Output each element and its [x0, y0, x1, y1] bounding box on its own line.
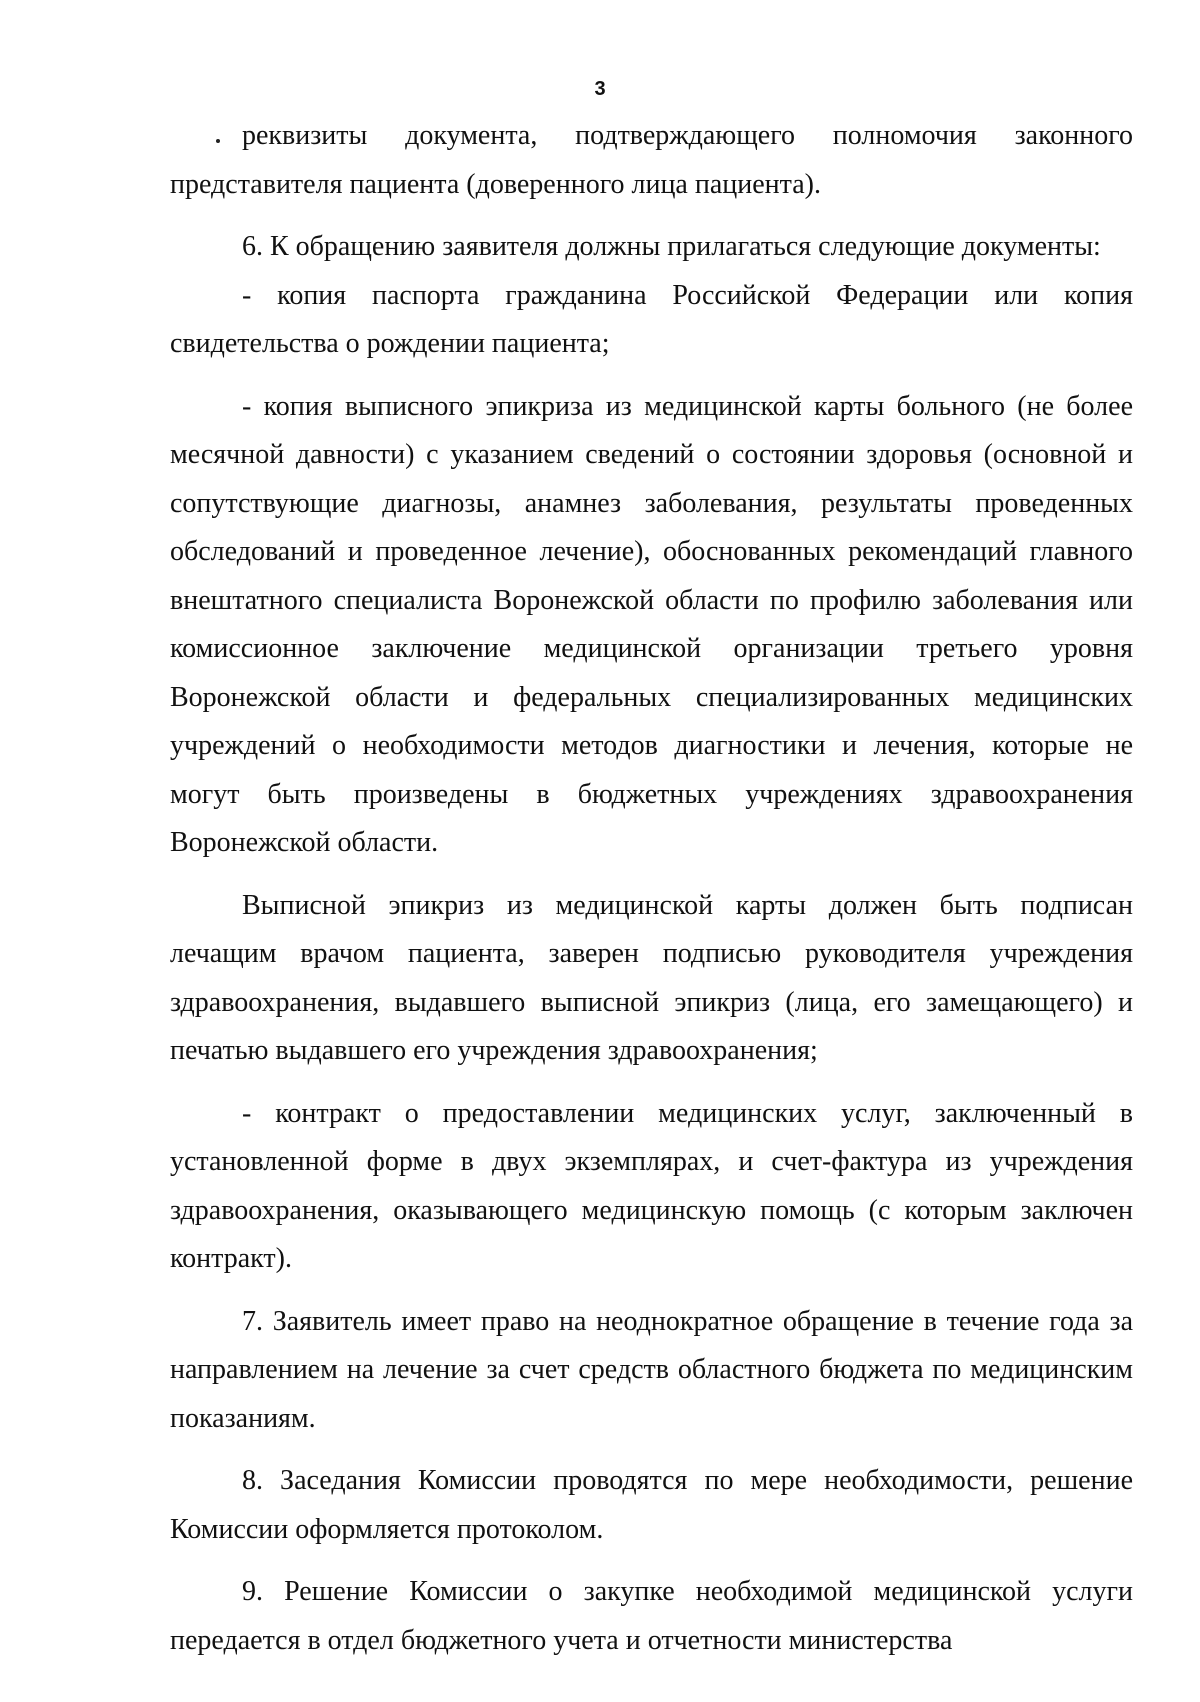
paragraph-7: 7. Заявитель имеет право на неоднократное обращение в течение года за направлением на лечение за счет средств областного бюджета по медицинским показаниям. — [170, 1305, 1133, 1434]
paragraph-9: 9. Решение Комиссии о закупке необходимой медицинской услуги передается в отдел бюджетного учета и отчетности министерства — [170, 1576, 1133, 1656]
paragraph-8: 8. Заседания Комиссии проводятся по мере необходимости, решение Комиссии оформляется протоколом. — [170, 1465, 1133, 1545]
paragraph-epicrisis-copy: - копия выписного эпикриза из медицинской карты больного (не более месячной давности) с указанием сведений о состоянии здоровья (основной и сопутствующие диагнозы, анамнез заболевания, результаты проведенных обследований и проведенное лечение), обоснованных рекомендаций главного внештатного специалиста Воронежской области по профилю заболевания или комиссионное заключение медицинской организации третьего уровня Воронежской области и федеральных специализированных медицинских учреждений о необходимости методов диагностики и лечения, которые не могут быть произведены в бюджетных учреждениях здравоохранения Воронежской области. — [170, 390, 1133, 858]
document-body — [170, 112, 1133, 1665]
paragraph-requisites: реквизиты документа, подтверждающего полномочия законного представителя пациента (доверенного лица пациента). — [170, 120, 1133, 200]
paragraph-passport-copy: - копия паспорта гражданина Российской Федерации или копия свидетельства о рождении пациента; — [170, 279, 1133, 359]
paragraph-contract: - контракт о предоставлении медицинских услуг, заключенный в установленной форме в двух экземплярах, и счет-фактура из учреждения здравоохранения, оказывающего медицинскую помощь (с которым заключен контракт). — [170, 1097, 1133, 1274]
paragraph-6: 6. К обращению заявителя должны прилагаться следующие документы: — [242, 231, 1101, 262]
page-number: 3 — [594, 78, 606, 100]
paragraph-epicrisis-signature: Выписной эпикриз из медицинской карты должен быть подписан лечащим врачом пациента, заверен подписью руководителя учреждения здравоохранения, выдавшего выписной эпикриз (лица, его замещающего) и печатью выдавшего его учреждения здравоохранения; — [170, 889, 1133, 1066]
